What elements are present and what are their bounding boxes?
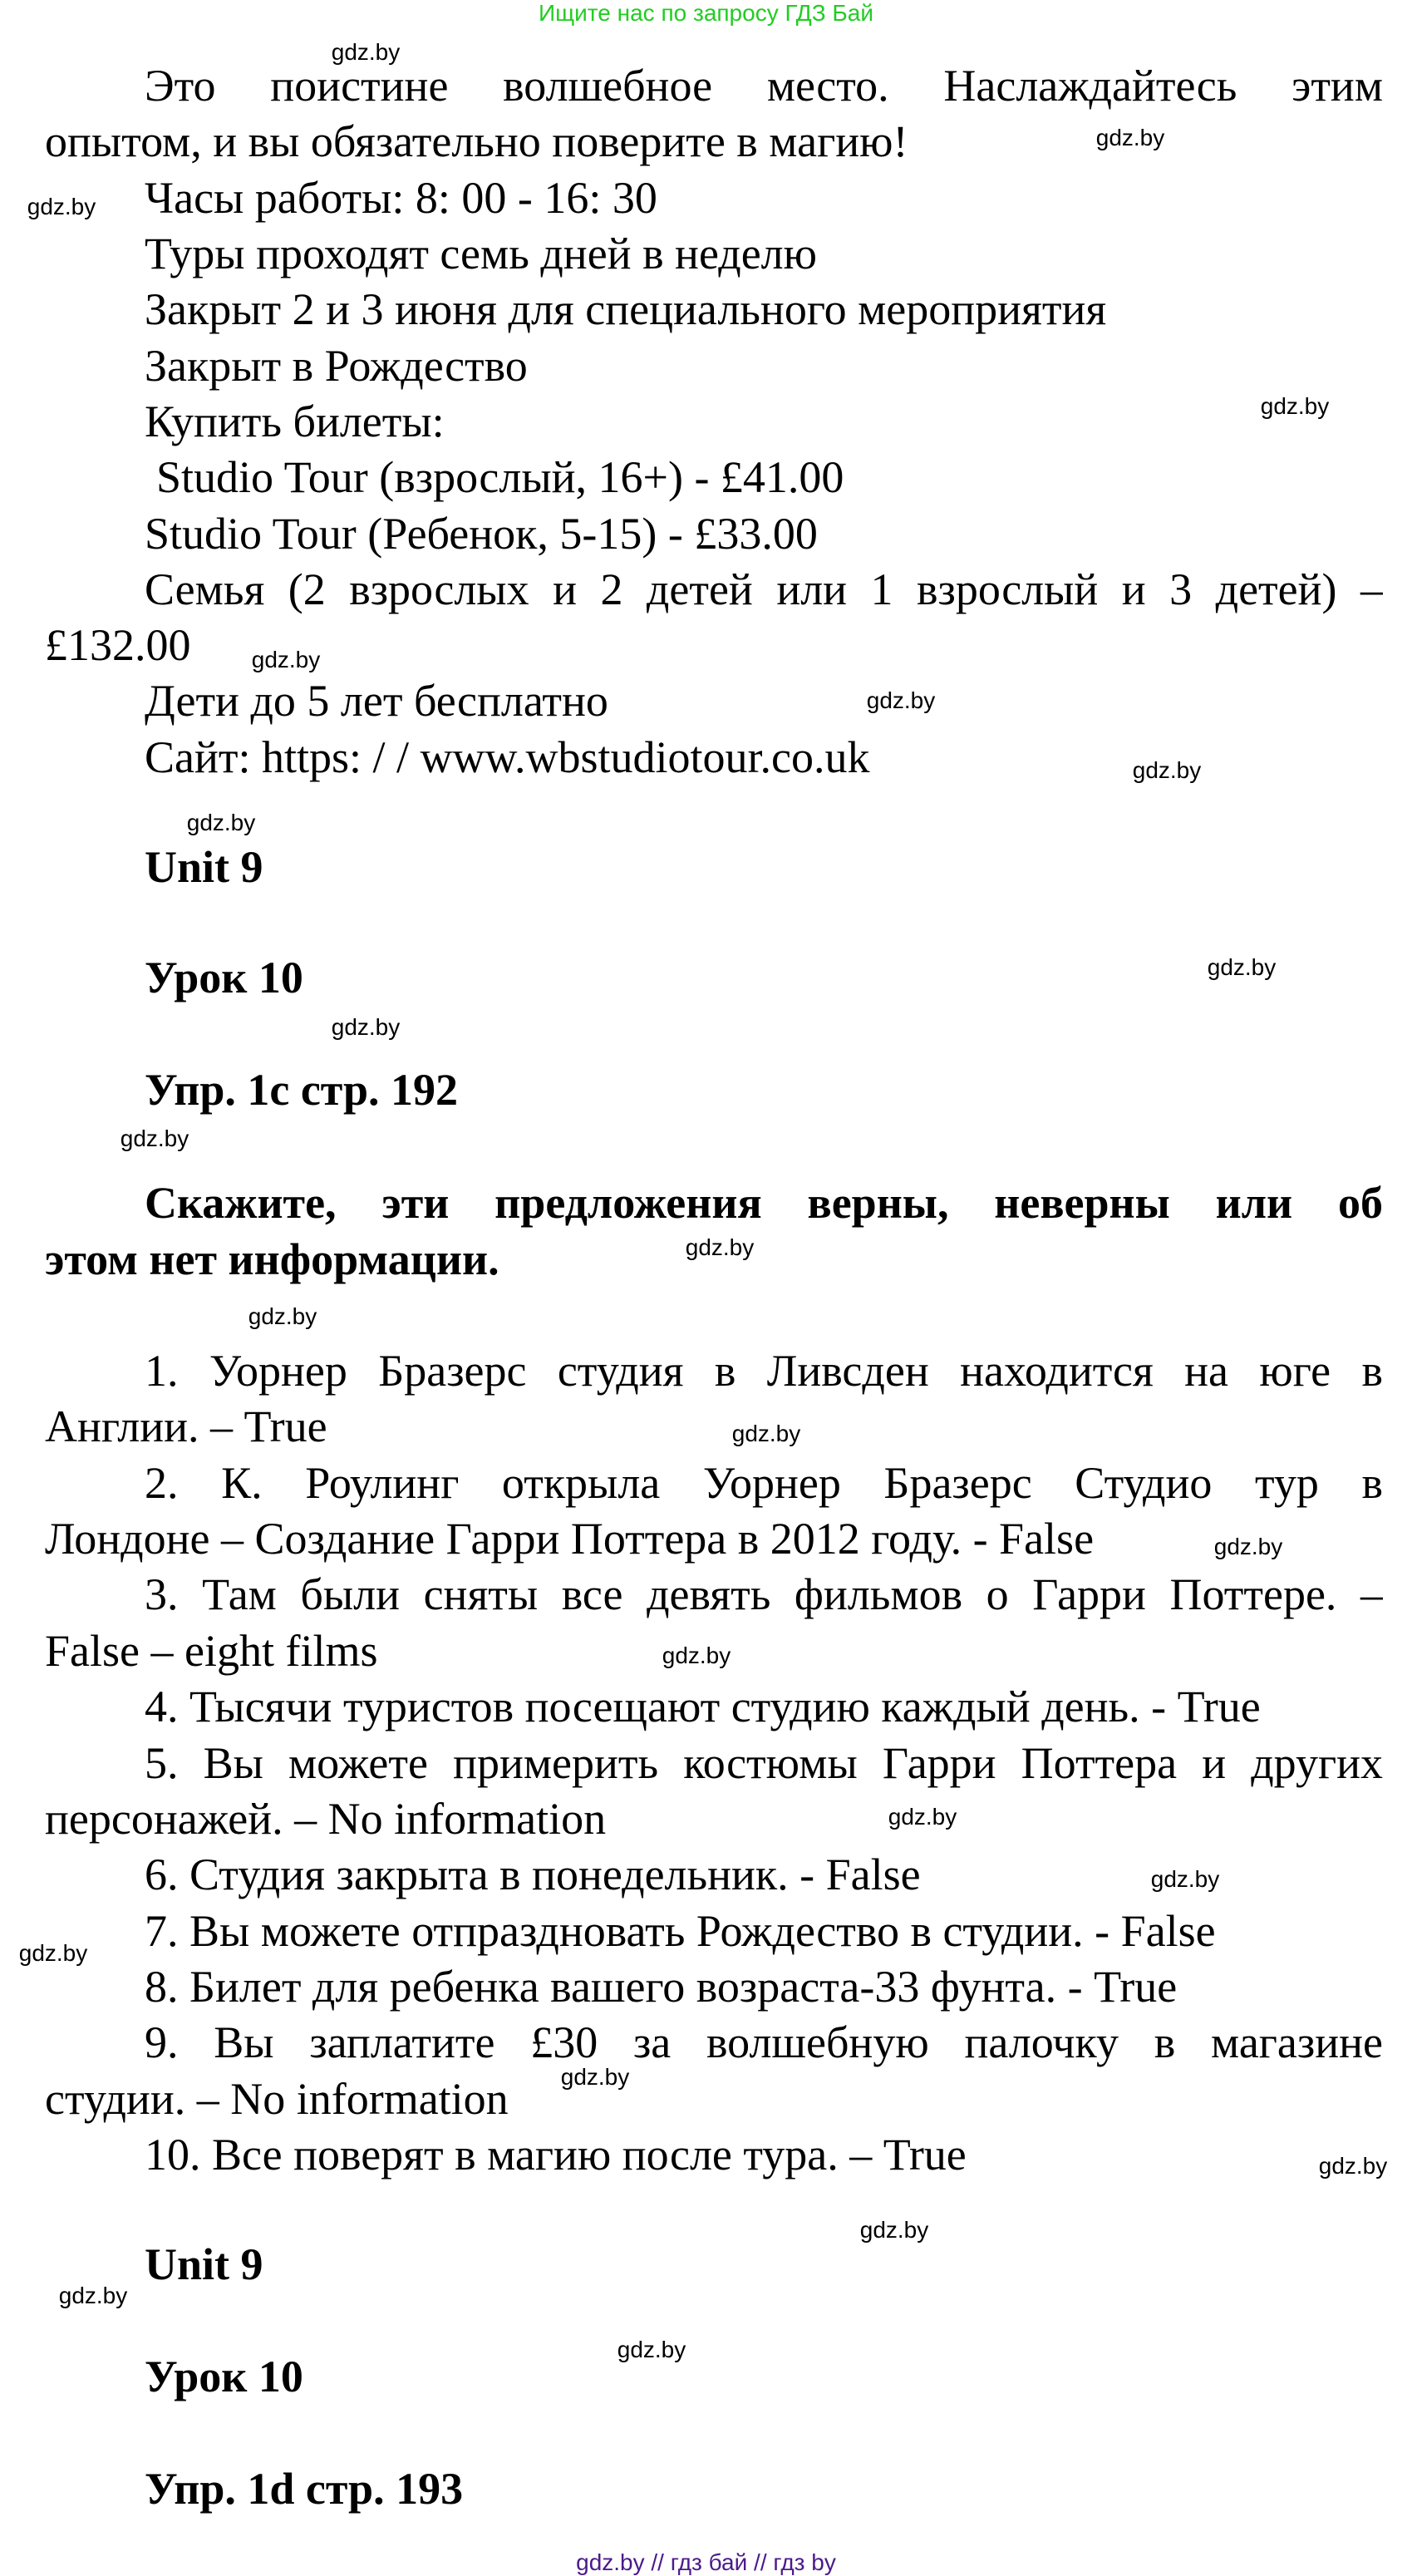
watermark: gdz.by: [685, 1234, 755, 1260]
answer-line: 10. Все поверят в магию после тура. – True: [145, 2130, 967, 2180]
answer-line: 5. Вы можете примерить костюмы Гарри Поттера и других: [145, 1738, 1383, 1788]
answer-line: Англии. – True: [45, 1401, 327, 1451]
watermark: gdz.by: [731, 1421, 801, 1446]
answer-line: 9. Вы заплатите £30 за волшебную палочку в магазине: [145, 2017, 1383, 2067]
watermark: gdz.by: [866, 687, 936, 713]
watermark: gdz.by: [560, 2064, 630, 2090]
watermark: gdz.by: [1207, 954, 1277, 980]
exercise-heading: Упр. 1с стр. 192: [145, 1065, 458, 1115]
answer-line: False – eight films: [45, 1626, 378, 1676]
answer-line: 1. Уорнер Бразерс студия в Ливсден находится на юге в: [145, 1346, 1383, 1396]
footer-links[interactable]: gdz.by // гдз бай // гдз by: [576, 2549, 836, 2575]
answer-line: студии. – No information: [45, 2074, 509, 2124]
exercise-heading: Упр. 1d стр. 193: [145, 2464, 464, 2514]
text-line: Studio Tour (Ребенок, 5-15) - £33.00: [145, 509, 818, 559]
text-line: Studio Tour (взрослый, 16+) - £41.00: [156, 452, 844, 502]
answer-line: персонажей. – No information: [45, 1794, 607, 1844]
answer-line: 4. Тысячи туристов посещают студию каждый день. - True: [145, 1682, 1261, 1731]
watermark: gdz.by: [1260, 393, 1330, 419]
watermark: gdz.by: [186, 810, 256, 835]
lesson-heading: Урок 10: [145, 2352, 303, 2401]
text-line: опытом, и вы обязательно поверите в магию!: [45, 116, 908, 166]
text-line: Семья (2 взрослых и 2 детей или 1 взрослый и 3 детей) –: [145, 564, 1383, 614]
answer-line: 8. Билет для ребенка вашего возраста-33 фунта. - True: [145, 1962, 1178, 2012]
answer-line: 3. Там были сняты все девять фильмов о Гарри Поттере. –: [145, 1569, 1383, 1619]
watermark: gdz.by: [251, 647, 321, 672]
watermark: gdz.by: [1150, 1866, 1220, 1892]
text-line: Закрыт в Рождество: [145, 341, 528, 391]
watermark: gdz.by: [1213, 1534, 1283, 1559]
watermark: gdz.by: [1095, 125, 1165, 150]
text-line: Это поистине волшебное место. Наслаждайтесь этим: [145, 61, 1383, 111]
answer-line: 6. Студия закрыта в понедельник. - False: [145, 1849, 921, 1899]
watermark: gdz.by: [58, 2283, 128, 2308]
text-line: Дети до 5 лет бесплатно: [145, 676, 608, 726]
search-banner[interactable]: Ищите нас по запросу ГДЗ Бай: [538, 0, 874, 26]
watermark: gdz.by: [859, 2217, 929, 2243]
task-text: Скажите, эти предложения верны, неверны или об: [145, 1178, 1383, 1228]
watermark: gdz.by: [1318, 2153, 1388, 2179]
answer-line: 2. К. Роулинг открыла Уорнер Бразерс Студио тур в: [145, 1458, 1383, 1508]
task-text: этом нет информации.: [45, 1234, 499, 1284]
answer-line: Лондоне – Создание Гарри Поттера в 2012 году. - False: [45, 1514, 1095, 1564]
watermark: gdz.by: [18, 1940, 88, 1966]
watermark: gdz.by: [888, 1804, 957, 1830]
text-line: Купить билеты:: [145, 396, 445, 446]
watermark: gdz.by: [27, 194, 96, 219]
text-line: Часы работы: 8: 00 - 16: 30: [145, 173, 657, 223]
watermark: gdz.by: [1132, 757, 1202, 783]
watermark: gdz.by: [331, 1014, 401, 1040]
text-line: £132.00: [45, 620, 191, 670]
unit-heading: Unit 9: [145, 842, 263, 892]
answer-line: 7. Вы можете отпраздновать Рождество в студии. - False: [145, 1906, 1216, 1956]
watermark: gdz.by: [617, 2337, 686, 2362]
lesson-heading: Урок 10: [145, 953, 303, 1002]
website-link[interactable]: Сайт: https: / / www.wbstudiotour.co.uk: [145, 732, 870, 782]
watermark: gdz.by: [120, 1125, 189, 1151]
watermark: gdz.by: [331, 39, 401, 65]
text-line: Закрыт 2 и 3 июня для специального мероприятия: [145, 284, 1107, 334]
watermark: gdz.by: [662, 1643, 731, 1668]
text-line: Туры проходят семь дней в неделю: [145, 229, 817, 278]
unit-heading: Unit 9: [145, 2239, 263, 2289]
watermark: gdz.by: [248, 1303, 317, 1329]
